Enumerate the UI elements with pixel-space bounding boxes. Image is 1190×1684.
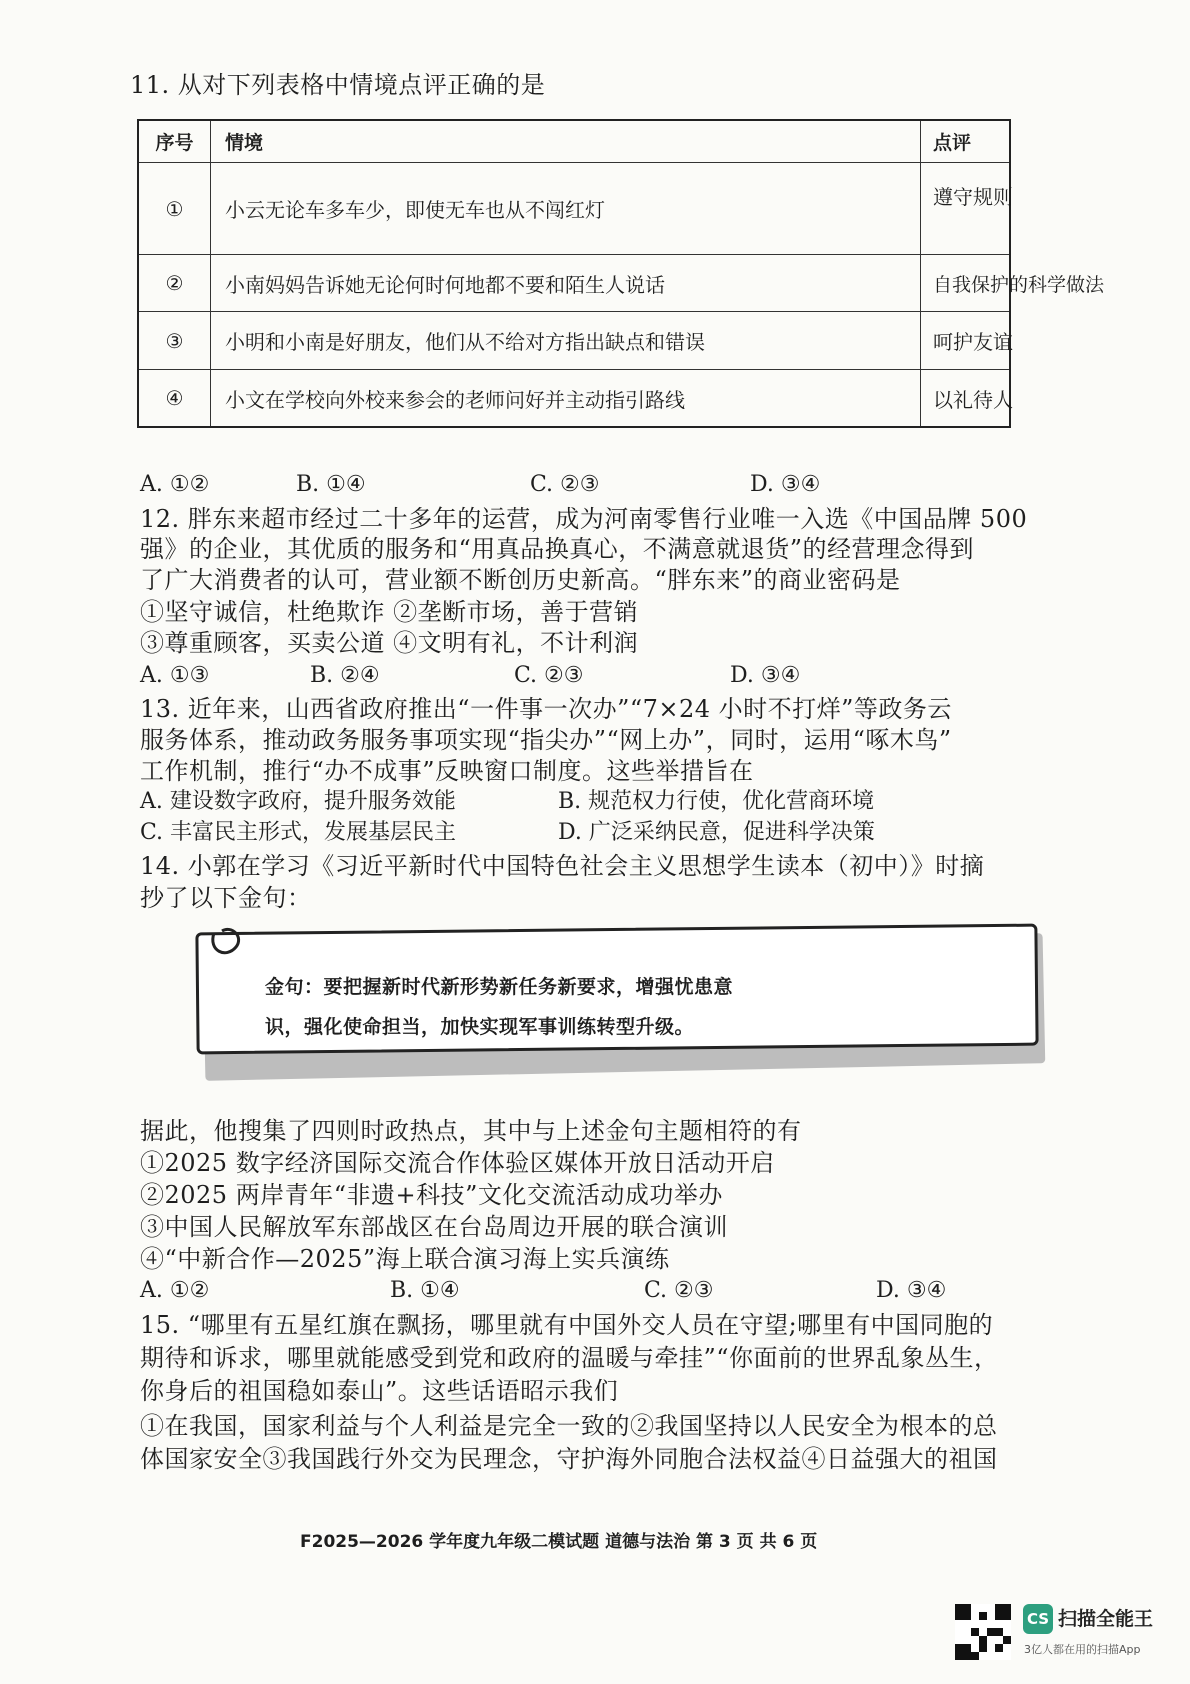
q13-line: 工作机制，推行“办不成事”反映窗口制度。这些举措旨在 bbox=[140, 757, 754, 785]
table-row bbox=[139, 255, 1105, 312]
row-scene: 小云无论车多车少，即使无车也从不闯红灯 bbox=[211, 163, 921, 254]
header-scene: 情境 bbox=[211, 121, 921, 162]
q14-option-d: D. ③④ bbox=[876, 1278, 947, 1303]
table-row bbox=[139, 163, 1013, 255]
q14-line: ④“中新合作—2025”海上联合演习海上实兵演练 bbox=[140, 1245, 670, 1273]
row-comment: 自我保护的科学做法 bbox=[933, 273, 1105, 296]
q12-option-c: C. ②③ bbox=[514, 663, 584, 688]
q13-option-d: D. 广泛采纳民意，促进科学决策 bbox=[558, 820, 875, 845]
q12-line: ①坚守诚信，杜绝欺诈 ②垄断市场，善于营销 bbox=[140, 598, 639, 626]
row-comment: 遵守规则 bbox=[933, 185, 1013, 209]
q11-stem: 11. 从对下列表格中情境点评正确的是 bbox=[130, 71, 546, 99]
q14-line: ①2025 数字经济国际交流合作体验区媒体开放日活动开启 bbox=[140, 1149, 775, 1177]
table-row bbox=[139, 370, 1013, 426]
q12-line: ③尊重顾客，买卖公道 ④文明有礼，不计利润 bbox=[140, 629, 639, 657]
row-scene: 小南妈妈告诉她无论何时何地都不要和陌生人说话 bbox=[211, 255, 921, 311]
q14-line: 14. 小郭在学习《习近平新时代中国特色社会主义思想学生读本（初中）》时摘 bbox=[140, 852, 985, 880]
row-number: ② bbox=[139, 255, 211, 311]
scanner-app-name: 扫描全能王 bbox=[1058, 1608, 1154, 1630]
q14-option-c: C. ②③ bbox=[644, 1278, 714, 1303]
camscanner-logo: CS bbox=[1023, 1604, 1053, 1634]
scanner-tagline: 3亿人都在用的扫描App bbox=[1024, 1643, 1141, 1656]
row-scene: 小明和小南是好朋友，他们从不给对方指出缺点和错误 bbox=[211, 312, 921, 369]
quote-line: 识，强化使命担当，加快实现军事训练转型升级。 bbox=[265, 1016, 695, 1038]
q15-line: ①在我国，国家利益与个人利益是完全一致的②我国坚持以人民安全为根本的总 bbox=[140, 1412, 998, 1440]
row-comment: 呵护友谊 bbox=[933, 330, 1013, 354]
row-number: ① bbox=[139, 163, 211, 254]
q15-line: 期待和诉求，哪里就能感受到党和政府的温暖与牵挂”“你面前的世界乱象丛生， bbox=[140, 1344, 999, 1372]
q14-line: ③中国人民解放军东部战区在台岛周边开展的联合演训 bbox=[140, 1213, 728, 1241]
q11-option-a: A. ①② bbox=[140, 472, 210, 497]
q13-line: 服务体系，推动政务服务事项实现“指尖办”“网上办”，同时，运用“啄木鸟” bbox=[140, 726, 952, 754]
q14-line: 据此，他搜集了四则时政热点，其中与上述金句主题相符的有 bbox=[140, 1117, 802, 1145]
page-footer: F2025—2026 学年度九年级二模试题 道德与法治 第 3 页 共 6 页 bbox=[300, 1532, 818, 1552]
table-row bbox=[139, 312, 1013, 370]
row-number: ③ bbox=[139, 312, 211, 369]
row-number: ④ bbox=[139, 370, 211, 426]
header-number: 序号 bbox=[139, 121, 211, 162]
q12-option-b: B. ②④ bbox=[310, 663, 380, 688]
quote-line: 金句：要把握新时代新形势新任务新要求，增强忧患意 bbox=[265, 976, 734, 998]
quote-loop-icon bbox=[206, 921, 256, 971]
q15-line: 体国家安全③我国践行外交为民理念，守护海外同胞合法权益④日益强大的祖国 bbox=[140, 1445, 998, 1473]
q14-option-b: B. ①④ bbox=[390, 1278, 460, 1303]
q14-line: 抄了以下金句： bbox=[140, 884, 312, 912]
header-comment: 点评 bbox=[933, 132, 972, 154]
q13-option-b: B. 规范权力行使，优化营商环境 bbox=[558, 789, 875, 814]
q15-line: 你身后的祖国稳如泰山”。这些话语昭示我们 bbox=[140, 1377, 619, 1405]
q13-option-c: C. 丰富民主形式，发展基层民主 bbox=[140, 820, 457, 845]
q11-table bbox=[137, 119, 1105, 428]
row-comment: 以礼待人 bbox=[933, 387, 1013, 412]
q12-line: 了广大消费者的认可，营业额不断创历史新高。“胖东来”的商业密码是 bbox=[140, 566, 901, 594]
q14-option-a: A. ①② bbox=[140, 1278, 210, 1303]
q12-option-d: D. ③④ bbox=[730, 663, 801, 688]
q11-option-b: B. ①④ bbox=[296, 472, 366, 497]
q11-option-d: D. ③④ bbox=[750, 472, 821, 497]
q14-line: ②2025 两岸青年“非遗+科技”文化交流活动成功举办 bbox=[140, 1181, 723, 1209]
q12-line: 强》的企业，其优质的服务和“用真品换真心，不满意就退货”的经营理念得到 bbox=[140, 535, 975, 563]
qr-code-icon bbox=[955, 1604, 1011, 1660]
q15-line: 15. “哪里有五星红旗在飘扬，哪里就有中国外交人员在守望;哪里有中国同胞的 bbox=[140, 1311, 994, 1339]
table-header-row bbox=[139, 121, 1009, 163]
q12-line: 12. 胖东来超市经过二十多年的运营，成为河南零售行业唯一入选《中国品牌 500 bbox=[140, 505, 1028, 533]
row-scene: 小文在学校向外校来参会的老师问好并主动指引路线 bbox=[211, 370, 921, 426]
q13-line: 13. 近年来，山西省政府推出“一件事一次办”“7×24 小时不打烊”等政务云 bbox=[140, 695, 952, 723]
q12-option-a: A. ①③ bbox=[140, 663, 210, 688]
q13-option-a: A. 建设数字政府，提升服务效能 bbox=[140, 789, 456, 814]
q11-option-c: C. ②③ bbox=[530, 472, 600, 497]
